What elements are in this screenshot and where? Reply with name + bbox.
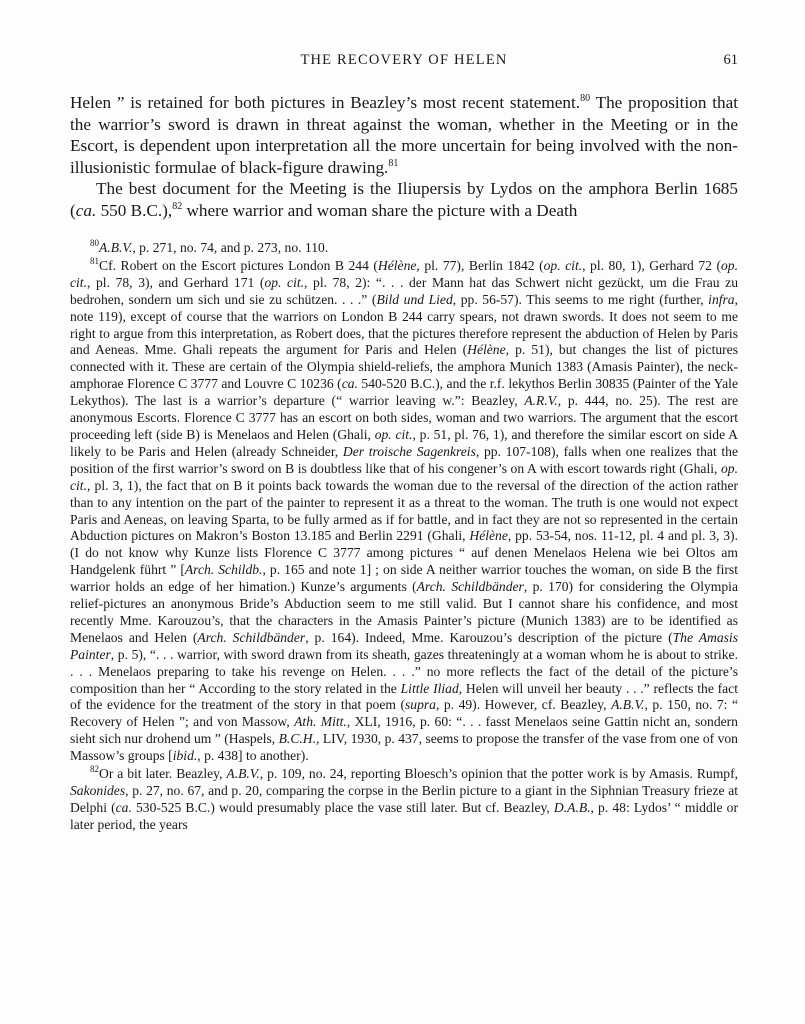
fn81-text: , p. 5), “. . . warrior, with sword drawn from its sheath, gazes threateningly at a woman whom he is about to strike. . . . Menelaos preparing to take his revenge on Helen. . . .” no more reflects the fact of the detail of the picture’s composition than her “ According to the story related in the — [70, 646, 738, 696]
fn81-text: , pl. 78, 2): “. . . der Mann hat das Schwert nicht gezückt, um die Frau zu bedrohen, sondern um sich und sie zu schützen. . . .” ( — [70, 274, 738, 307]
fn82-italic: Sakonides — [70, 783, 126, 798]
fn81-text: , p. 164). Indeed, Mme. Karouzou’s description of the picture ( — [305, 629, 673, 645]
fn81-text: , p. 51, pl. 76, 1), and therefore the similar escort on side A likely to be Paris and Helen (already Schneider, — [70, 426, 738, 459]
fn80-text: , p. 271, no. 74, and p. 273, no. 110. — [132, 240, 329, 255]
fn81-italic: Hélène — [377, 257, 417, 273]
fn81-text: , p. 170) for considering the Olympia relief-pictures an anonymous Bride’s Abduction seem to me still valid. But I cannot share his confidence, and most recently Mme. Karouzou’s, that the characters in the Amasis Painter’s picture (Munich 1383) are to be identified as Menelaos and Helen ( — [70, 579, 738, 645]
footnotes — [70, 240, 738, 835]
fn81-italic: supra — [404, 697, 436, 713]
paragraph-1 — [70, 92, 738, 178]
paragraph-1-text: Helen ” is retained for both pictures in Beazley’s most recent statement. — [70, 93, 581, 112]
footnote-80-number: 80 — [90, 238, 99, 248]
fn82-italic: A.B.V. — [226, 766, 260, 782]
fn81-italic: ca. — [341, 376, 358, 392]
running-title: THE RECOVERY OF HELEN — [300, 52, 508, 68]
fn81-text: , p. 51), but changes the list of pictures connected with it. These are certain of the Olympia shield-reliefs, the amphora Munich 1383 (Amasis Painter), the neck-amphorae Florence C 3777 and Louvre C 10236 ( — [70, 342, 738, 392]
fn81-text: , pp. 56-57). This seems to me right (further, — [452, 291, 709, 307]
fn82-text: 530-525 B.C.) would presumably place the vase still later. But cf. Beazley, — [131, 799, 554, 815]
fn82-text: , p. 27, no. 67, and p. 20, comparing the corpse in the Berlin picture to a giant in the Siphnian Treasury frieze at Delphi ( — [70, 783, 738, 815]
fn81-text: , Helen will unveil her beauty . . .” reflects the fact of the evidence for the treatment of the story in that poem ( — [70, 680, 738, 713]
fn81-italic: op. cit. — [70, 460, 738, 493]
paragraph-2-text: The best document for the Meeting is the Iliupersis by Lydos on the amphora Berlin 1685 ( — [70, 179, 738, 220]
fn81-italic: op. cit. — [374, 426, 413, 442]
fn81-italic: Arch. Schildb. — [184, 562, 263, 578]
fn81-text: , p. 444, no. 25). The rest are anonymous Escorts. Florence C 3777 has an escort on both sides, woman and two warriors. The argument that the escort proceeding left (side B) is Menelaos and Helen (Ghali, — [70, 393, 738, 442]
fn81-italic: Arch. Schildbänder — [197, 629, 306, 645]
fn81-italic: Der troische Sagenkreis — [342, 443, 476, 459]
fn82-text: Or a bit later. Beazley, — [99, 766, 227, 782]
fn82-italic: ca. — [115, 799, 132, 815]
fn82-italic: D.A.B. — [553, 799, 591, 815]
paragraph-2-text-cont: 550 B.C.), — [96, 200, 173, 220]
footnote-81 — [70, 255, 739, 765]
fn81-italic: op. cit. — [70, 257, 738, 290]
footnote-82-number: 82 — [90, 764, 99, 775]
paragraph-2 — [70, 178, 738, 221]
fn81-italic: Bild und Lied — [376, 291, 453, 307]
fn81-text: , pp. 53-54, nos. 11-12, pl. 4 and pl. 3, 3). (I do not know why Kunze lists Florence C 3777 among pictures “ auf denen Menelaos Helena wie bei Oltos am Handgelenk führt ” [ — [70, 528, 738, 578]
footnote-ref-81: 81 — [388, 157, 399, 169]
paragraph-2-text-end: where warrior and woman share the picture with a Death — [182, 200, 578, 220]
fn81-text: , XLI, 1916, p. 60: “. . . fasst Menelaos seine Gattin nicht an, sondern sieht sich nur drohend um ” (Haspels, — [70, 714, 738, 747]
paragraph-1-text-cont: The proposition that the warrior’s sword is drawn in threat against the woman, whether in the Meeting or in the Escort, is dependent upon interpretation all the more uncertain for being involved with the non-illusionistic formulae of black-figure drawing. — [70, 93, 738, 177]
fn81-italic: The Amasis Painter — [70, 629, 738, 662]
fn81-italic: Hélène — [467, 342, 506, 358]
fn82-text: , p. 48: Lydos’ “ middle or later period, the years — [70, 799, 738, 832]
fn81-italic: Arch. Schildbänder — [416, 579, 524, 595]
fn81-text: , LIV, 1930, p. 437, seems to propose the transfer of the vase from one of von Massow’s groups [ — [70, 731, 738, 764]
fn81-text: Cf. Robert on the Escort pictures London B 244 ( — [99, 257, 378, 273]
footnote-ref-82: 82 — [172, 200, 183, 212]
footnote-80 — [70, 240, 738, 257]
fn81-text: , pp. 107-108), falls when one realizes that the position of the first warrior’s sword on B is doubtless like that of his congener’s on A with escort towards right (Ghali, — [70, 443, 738, 476]
fn81-text: , p. 438] to another). — [197, 748, 309, 764]
page-number: 61 — [723, 52, 738, 68]
fn81-italic: infra — [708, 291, 735, 307]
paragraph-2-italic: ca. — [75, 200, 97, 220]
fn81-text: , pl. 3, 1), the fact that on B it points back towards the woman due to the reversal of the direction of the action rather than to any intention on the part of the painter to represent it as a threat to the woman. The truth is one would not expect Paris and Aeneas, on leaving Sparta, to be fully armed as if for battle, and in fact they are not so represented in the certain Abduction pictures on Makron’s Boston 13.185 and Berlin 2291 (Ghali, — [70, 477, 738, 544]
body-text — [70, 92, 738, 222]
fn81-text: , p. 165 and note 1] ; on side A neither warrior touches the woman, on side B the first warrior holds an edge of her himation.) Kunze’s arguments ( — [70, 562, 739, 595]
fn82-text: , p. 109, no. 24, reporting Bloesch’s opinion that the potter work is by Amasis. Rumpf, — [259, 766, 738, 782]
fn81-text: , p. 150, no. 7: “ Recovery of Helen ”; and von Massow, — [70, 697, 738, 730]
fn81-italic: A.B.V. — [611, 697, 645, 713]
fn81-text: , p. 49). However, cf. Beazley, — [435, 697, 612, 713]
fn81-text: , note 119), except of course that the warriors on London B 244 carry spears, not drawn swords. It does not seem to me right to argue from this interpretation, as Robert does, that the pictures therefore represent the abduction of Helen by Paris and Aeneas. Mme. Ghali repeats the argument for Paris and Helen ( — [70, 291, 739, 358]
fn81-italic: Little Iliad — [400, 680, 459, 696]
fn81-text: 540-520 B.C.), and the r.f. lekythos Berlin 30835 (Painter of the Yale Lekythos). The last is a warrior’s departure (“ warrior leaving w.”: Beazley, — [70, 376, 738, 409]
footnote-81-number: 81 — [90, 255, 99, 266]
fn81-italic: A.R.V. — [524, 393, 558, 409]
fn81-text: , pl. 80, 1), Gerhard 72 ( — [582, 257, 721, 273]
fn81-text: , pl. 77), Berlin 1842 ( — [416, 257, 544, 273]
fn81-italic: Hélène — [469, 528, 508, 544]
fn81-italic: Ath. Mitt. — [294, 714, 347, 730]
fn81-italic: op. cit. — [543, 257, 583, 273]
footnote-ref-80: 80 — [580, 93, 591, 104]
fn80-italic: A.B.V. — [99, 240, 133, 255]
fn81-italic: ibid. — [172, 748, 198, 764]
fn81-italic: B.C.H. — [278, 731, 317, 747]
fn81-text: , pl. 78, 3), and Gerhard 171 ( — [87, 274, 265, 290]
footnote-82 — [70, 766, 738, 834]
fn81-italic: op. cit. — [264, 274, 305, 290]
